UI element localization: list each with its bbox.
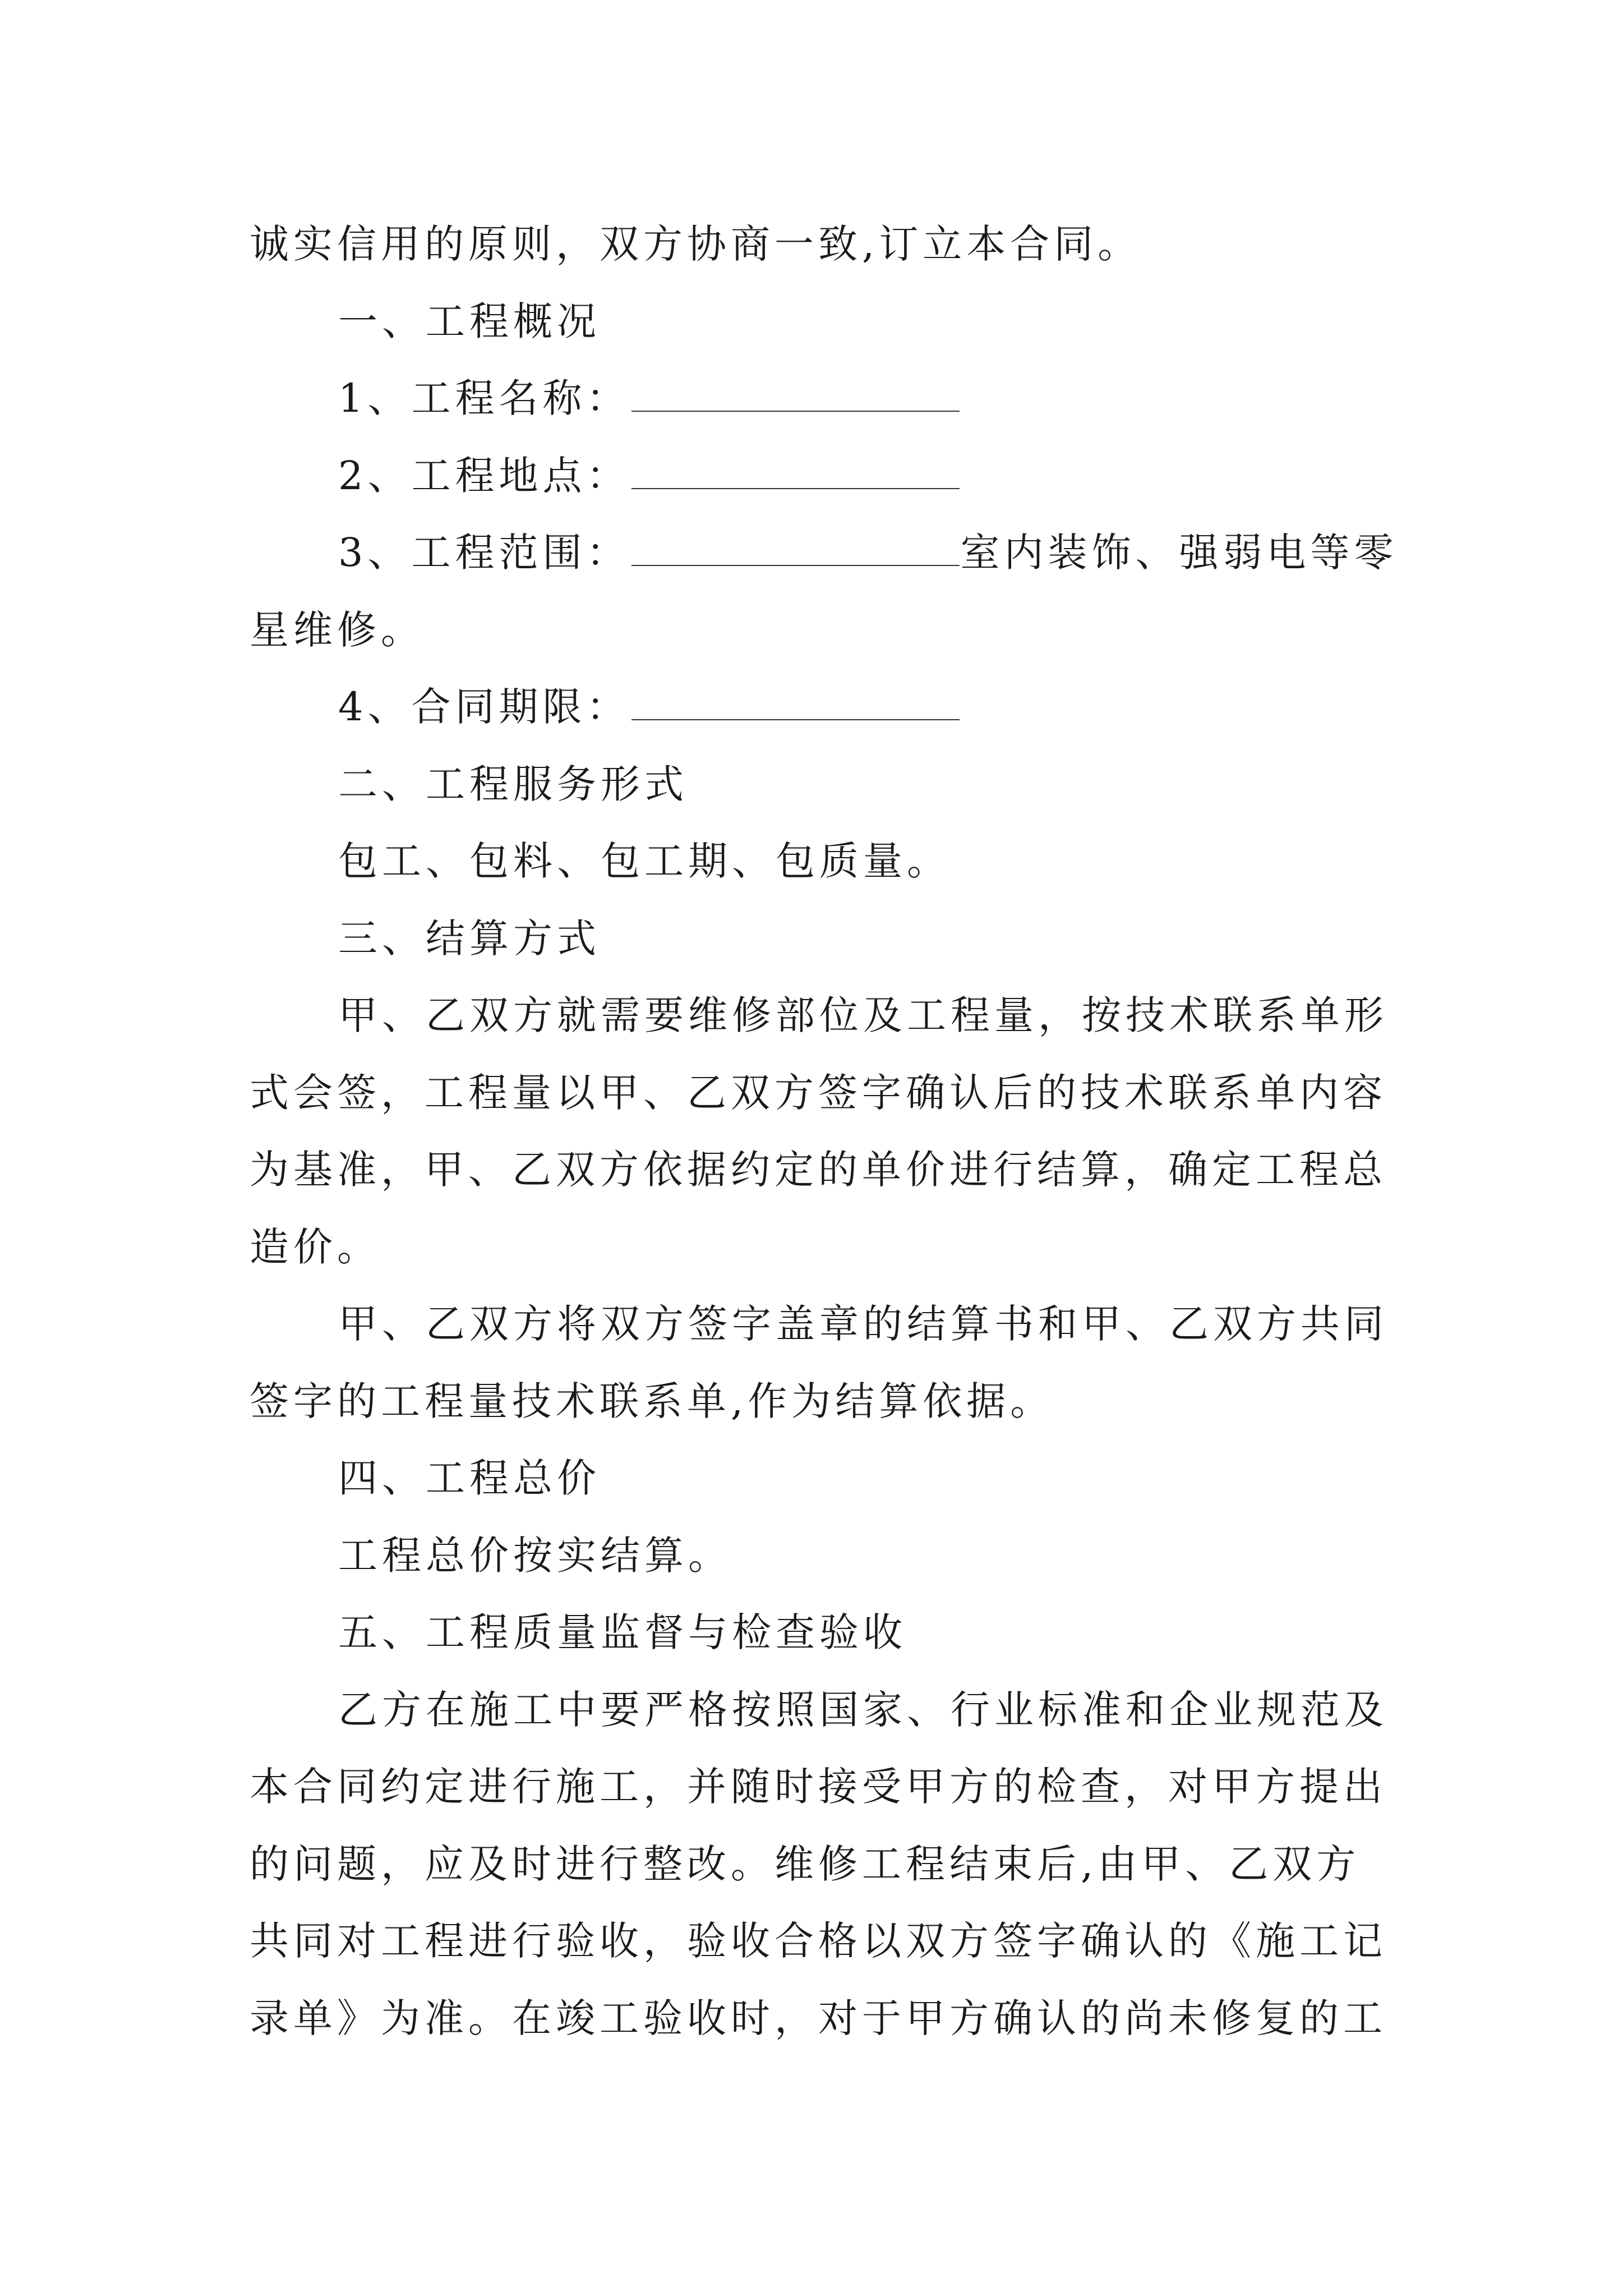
paragraph-line: 诚实信用的原则，双方协商一致,订立本合同。 [250,221,1142,267]
section-heading-1: 一、工程概况 [338,298,601,344]
paragraph-line: 乙方在施工中要严格按照国家、行业标准和企业规范及 [338,1686,1388,1733]
document-body [250,206,1398,2057]
blank-underline [631,531,960,566]
paragraph-line: 本合同约定进行施工，并随时接受甲方的检查，对甲方提出 [250,1764,1387,1810]
field-label: 1、工程名称： [338,375,630,421]
paragraph-line: 星维修。 [250,606,425,653]
field-trailing-text: 室内装饰、强弱电等零 [960,530,1398,576]
field-label: 4、合同期限： [338,684,630,730]
paragraph-line: 造价。 [250,1223,381,1270]
paragraph-line: 甲、乙双方就需要维修部位及工程量，按技术联系单形 [338,992,1388,1038]
blank-underline [631,685,960,720]
field-contract-term [250,669,1394,746]
section-heading-3: 三、结算方式 [338,915,601,961]
paragraph-line: 甲、乙双方将双方签字盖章的结算书和甲、乙双方共同 [338,1301,1388,1347]
blank-underline [631,377,960,412]
field-project-name [250,360,1394,438]
field-label: 3、工程范围： [338,530,630,576]
section-heading-2: 二、工程服务形式 [338,761,688,807]
field-project-location [250,438,1394,515]
paragraph-line: 工程总价按实结算。 [338,1532,732,1579]
field-project-scope [250,514,1398,592]
paragraph-line: 包工、包料、包工期、包质量。 [338,838,951,884]
paragraph-line: 共同对工程进行验收，验收合格以双方签字确认的《施工记 [250,1918,1387,1964]
paragraph-line: 的问题，应及时进行整改。维修工程结束后,由甲、乙双方 [250,1841,1361,1887]
paragraph-line: 录单》为准。在竣工验收时，对于甲方确认的尚未修复的工 [250,1995,1387,2041]
blank-underline [631,454,960,489]
paragraph-line: 为基准，甲、乙双方依据约定的单价进行结算，确定工程总 [250,1147,1387,1193]
field-label: 2、工程地点： [338,452,630,499]
section-heading-4: 四、工程总价 [338,1455,601,1501]
paragraph-line: 签字的工程量技术联系单,作为结算依据。 [250,1378,1054,1424]
paragraph-line: 式会签，工程量以甲、乙双方签字确认后的技术联系单内容 [250,1069,1387,1116]
section-heading-5: 五、工程质量监督与检查验收 [338,1609,907,1655]
